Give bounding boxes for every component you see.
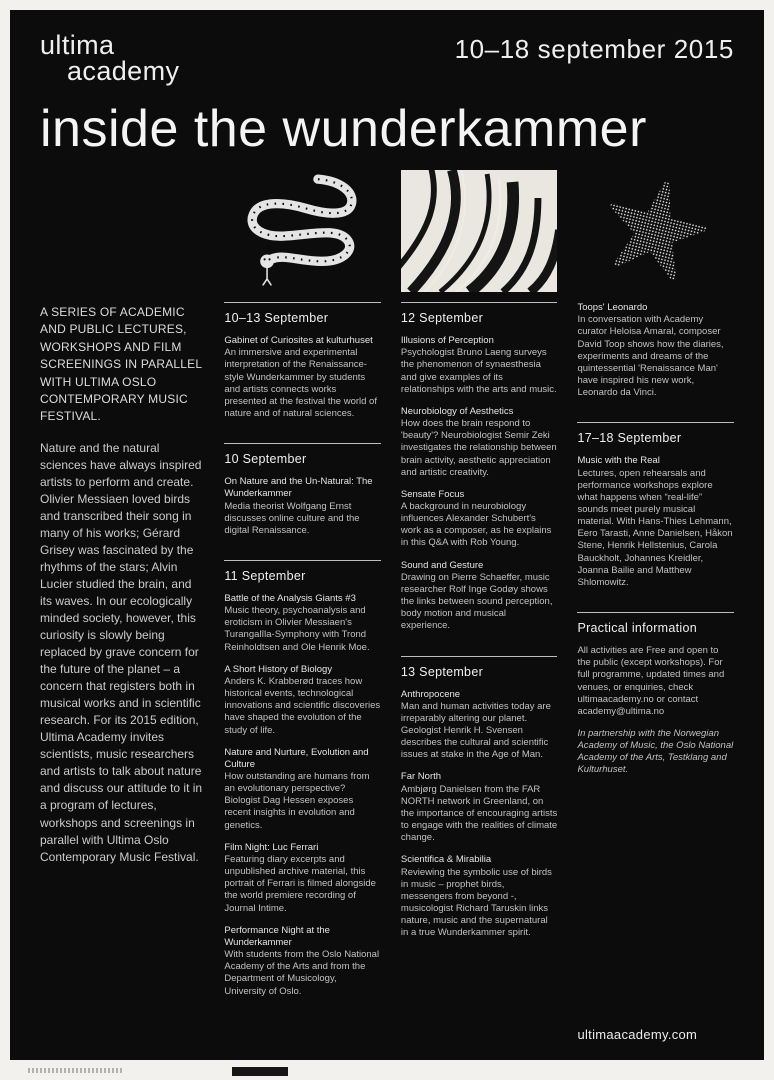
event-item xyxy=(224,747,381,832)
ultima-academy-logo xyxy=(40,32,179,85)
events-column-3 xyxy=(577,302,734,1044)
event-item xyxy=(224,476,381,537)
section-divider xyxy=(577,422,734,423)
section-heading: 13 September xyxy=(400,664,484,679)
event-description: Featuring diary excerpts and unpublished archive material, this portrait of Ferrari is filmed alongside the world premiere recording of Journal Intime. xyxy=(224,853,376,914)
section-divider xyxy=(577,612,734,613)
section-divider xyxy=(401,656,558,657)
section-practical-information xyxy=(577,612,734,787)
section-17-18-september xyxy=(577,422,734,599)
events-column-2 xyxy=(401,302,558,1044)
section-divider xyxy=(401,302,558,303)
logo-line-2: academy xyxy=(67,56,180,87)
event-item xyxy=(224,925,381,998)
section-divider xyxy=(224,560,381,561)
print-registration-mark xyxy=(232,1067,288,1076)
events-column-1 xyxy=(224,302,381,1044)
logo-line-1: ultima xyxy=(40,30,115,60)
section-11-september xyxy=(224,560,381,1008)
event-title: Gabinet of Curiosites at kulturhuset xyxy=(224,335,373,347)
event-title: Nature and Nurture, Evolution and Culture xyxy=(224,746,369,770)
event-title: A Short History of Biology xyxy=(224,663,333,675)
event-item xyxy=(401,406,558,479)
event-item xyxy=(224,664,381,737)
section-13-september xyxy=(401,656,558,950)
event-description: Psychologist Bruno Laeng surveys the phenomenon of synaesthesia and give examples of its relationships with the arts and music. xyxy=(400,347,557,395)
event-title: Far North xyxy=(400,771,442,783)
event-title: Music with the Real xyxy=(577,455,660,467)
event-item xyxy=(401,489,558,550)
event-item xyxy=(401,854,558,939)
event-description: Media theorist Wolfgang Ernst discusses online culture and the digital Renaissance. xyxy=(224,500,360,536)
section-heading: 10–13 September xyxy=(224,311,329,326)
section-heading: 17–18 September xyxy=(577,431,682,446)
event-title: Scientifica & Mirabilia xyxy=(400,854,492,866)
partnership-item xyxy=(577,728,734,777)
event-description: How does the brain respond to 'beauty'? Neurobiologist Semir Zeki investigates the relationship between brain activity, aesthetic appreciation and artistic creativity. xyxy=(400,418,557,478)
marbled-ink-texture-icon xyxy=(401,170,558,292)
partnership-text: In partnership with the Norwegian Academy of Music, the Oslo National Academy of the Arts, Testklang and Kulturhuset. xyxy=(577,728,734,776)
event-description: How outstanding are humans from an evolutionary perspective? Biologist Dag Hessen exposes recent insights in evolution and genetics. xyxy=(224,771,370,831)
section-heading: 11 September xyxy=(224,568,306,583)
event-description: Lectures, open rehearsals and performance workshops explore what happens when “real-life” sounds meet purely musical material. With Hans-Thies Lehmann, Eero Tarasti, Anne Danielsen, Håkon Stene, Henrik Hellstenius, Carola Bauckholt, Johannes Kreidler, Joanna Bailie and Matthew Shlomowitz. xyxy=(577,467,733,588)
event-description: A background in neurobiology influences Alexander Schubert's work as a composer, as he explains in this Q&A with Rob Young. xyxy=(400,500,552,549)
poster-title: inside the wunderkammer xyxy=(40,99,647,158)
date-range: 10–18 september 2015 xyxy=(454,34,734,64)
section-toops-leonardo xyxy=(577,302,734,409)
section-heading: Practical information xyxy=(577,621,697,636)
event-description: Reviewing the symbolic use of birds in music – prophet birds, messengers from beyond -, musicologist Richard Taruskin links nature, music and the supernatural in a true Wunderkammer spirit. xyxy=(400,866,552,939)
event-title: Performance Night at the Wunderkammer xyxy=(224,924,330,948)
event-item xyxy=(401,560,558,633)
event-title: Anthropocene xyxy=(400,688,461,700)
event-title: Sensate Focus xyxy=(400,488,465,500)
event-description: In conversation with Academy curator Heloisa Amaral, composer David Toop shows how the diaries, experiments and dreams of the quintessential 'Renaissance Man' have inspired his new work, Leonardo da Vinci. xyxy=(577,314,724,399)
event-description: Music theory, psychoanalysis and eroticism in Olivier Messiaen's Turangalîla-Symphony with Trond Reinholdtsen and Ole Henrik Moe. xyxy=(224,605,370,653)
section-divider xyxy=(224,302,381,303)
poster xyxy=(10,10,764,1060)
event-title: Toops' Leonardo xyxy=(577,302,648,314)
event-item xyxy=(224,842,381,915)
event-description: Ambjørg Danielsen from the FAR NORTH network in Greenland, on the importance of encouraging artists to engage with the realities of climate change. xyxy=(400,783,558,844)
event-description: An immersive and experimental interpretation of the Renaissance-style Wunderkammer by students and artists connects works presented at the festival the world of nature and of natural sciences. xyxy=(224,347,377,420)
event-description: With students from the Oslo National Academy of the Arts and from the Department of Musicology, University of Oslo. xyxy=(224,949,380,997)
event-title: Battle of the Analysis Giants #3 xyxy=(224,592,356,604)
coiled-snake-drawing-icon xyxy=(224,170,381,292)
section-10-13-september xyxy=(224,302,381,430)
intro-lede: A SERIES OF ACADEMIC AND PUBLIC LECTURES, WORKSHOPS AND FILM SCREENINGS IN PARALLEL WITH ULTIMA OSLO CONTEMPORARY MUSIC FESTIVAL. xyxy=(40,305,202,424)
intro-body: Nature and the natural sciences have always inspired artists to perform and create. Olivier Messiaen loved birds and transcribed their song in many of his works; Gérard Grisey was fascinated by the rhythms of the stars; Alvin Lucier studied the brain, and its waves. In our ecologically minded society, however, this curiosity is slowly being replaced by grave concern for the future of the planet – a concern that registers both in musical works and in scientific research. For its 2015 edition, Ultima Academy invites scientists, music researchers and artists to talk about nature and discuss our attitude to it in a program of lectures, workshops and screenings in parallel with Ultima Oslo Contemporary Music Festival. xyxy=(40,440,203,864)
event-title: On Nature and the Un-Natural: The Wunderkammer xyxy=(224,476,373,500)
event-item xyxy=(224,335,381,420)
practical-info-text: All activities are Free and open to the public (except workshops). For full programme, updated times and venues, or enquiries, check ultimaacademy.no or contact academy@ultima.no xyxy=(577,645,725,717)
print-microtext-mark xyxy=(28,1068,124,1073)
event-item xyxy=(401,771,558,844)
event-title: Neurobiology of Aesthetics xyxy=(400,405,514,417)
event-item xyxy=(577,302,734,399)
event-title: Illusions of Perception xyxy=(400,335,494,347)
practical-info-item xyxy=(577,645,734,718)
event-title: Sound and Gesture xyxy=(400,559,484,571)
header xyxy=(40,32,734,85)
event-item xyxy=(401,335,558,396)
event-description: Man and human activities today are irreparably altering our planet. Geologist Henrik H. Svensen describes the cultural and scientific issues at stake in the Age of Man. xyxy=(400,700,551,761)
section-heading: 12 September xyxy=(400,311,484,326)
event-title: Film Night: Luc Ferrari xyxy=(224,841,319,853)
main-grid xyxy=(40,170,734,1044)
website-url: ultimaacademy.com xyxy=(577,1027,698,1043)
empty-cell xyxy=(40,170,204,292)
intro-column xyxy=(40,302,204,1044)
section-divider xyxy=(224,443,381,444)
speckled-starfish-icon xyxy=(577,170,734,292)
event-description: Anders K. Krabberød traces how historical events, technological innovations and scientific discoveries have shaped the evolution of the study of life. xyxy=(224,675,381,736)
event-item xyxy=(224,593,381,654)
section-heading: 10 September xyxy=(224,452,307,467)
event-item xyxy=(577,455,734,589)
event-description: Drawing on Pierre Schaeffer, music researcher Rolf Inge Godøy shows the links between sound perception, body motion and musical experience. xyxy=(400,571,553,632)
section-10-september xyxy=(224,443,381,547)
event-item xyxy=(401,689,558,762)
section-12-september xyxy=(401,302,558,642)
